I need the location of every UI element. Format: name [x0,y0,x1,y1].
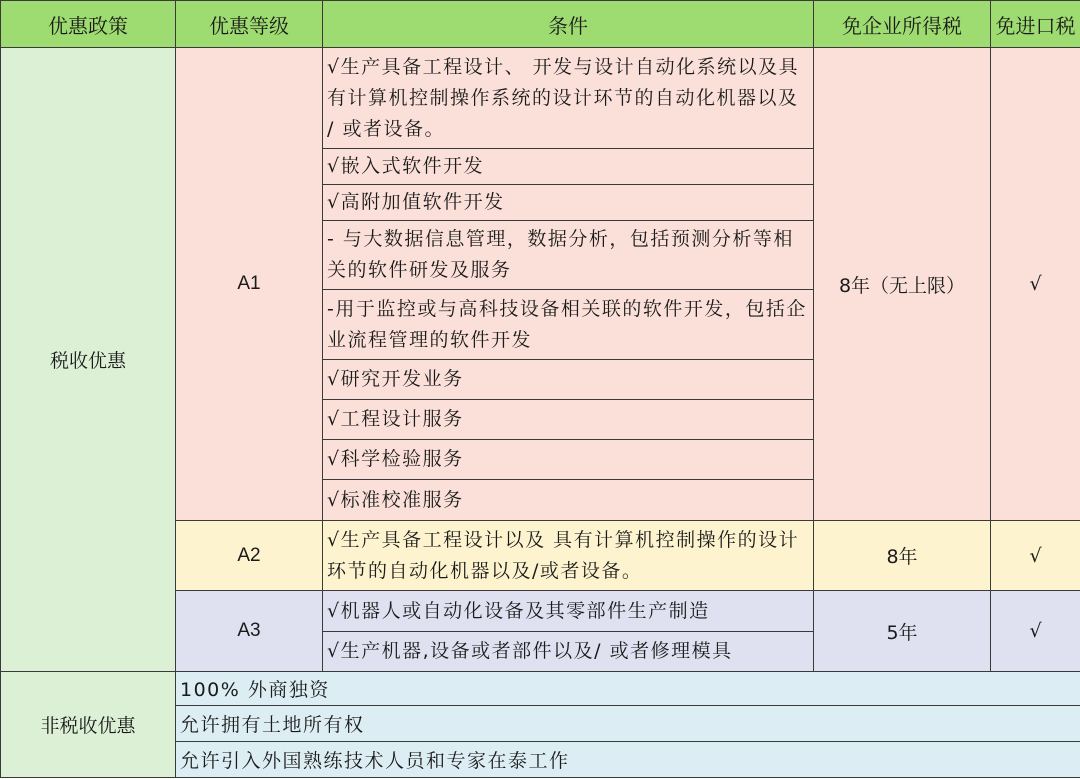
table-row [1,48,1080,149]
level-a1: A1 [176,48,323,521]
condition-a2-1: √生产具备工程设计以及 具有计算机控制操作的设计环节的自动化机器以及/或者设备。 [323,521,814,591]
header-row [1,1,1080,48]
condition-a1-9: √标准校准服务 [323,480,814,521]
condition-a1-6: √研究开发业务 [323,360,814,400]
condition-a1-3: √高附加值软件开发 [323,185,814,221]
import-tax-a2: √ [991,521,1080,591]
condition-a1-4: - 与大数据信息管理，数据分析，包括预测分析等相关的软件研发及服务 [323,221,814,290]
import-tax-a1: √ [991,48,1080,521]
condition-a1-7: √工程设计服务 [323,400,814,440]
income-tax-a2: 8年 [814,521,991,591]
table-row [1,672,1080,706]
header-policy: 优惠政策 [1,1,176,48]
condition-a3-2: √生产机器,设备或者部件以及/ 或者修理模具 [323,632,814,672]
condition-a1-1: √生产具备工程设计、 开发与设计自动化系统以及具有计算机控制操作系统的设计环节的自动化机器以及 / 或者设备。 [323,48,814,149]
header-condition: 条件 [323,1,814,48]
header-income-tax: 免企业所得税 [814,1,991,48]
non-tax-item-1: 100% 外商独资 [176,672,1080,706]
condition-a1-2: √嵌入式软件开发 [323,149,814,185]
non-tax-item-2: 允许拥有土地所有权 [176,706,1080,742]
condition-a1-5: -用于监控或与高科技设备相关联的软件开发，包括企业流程管理的软件开发 [323,290,814,360]
header-level: 优惠等级 [176,1,323,48]
non-tax-incentive-label: 非税收优惠 [1,672,176,778]
import-tax-a3: √ [991,591,1080,672]
level-a3: A3 [176,591,323,672]
income-tax-a3: 5年 [814,591,991,672]
income-tax-a1: 8年（无上限） [814,48,991,521]
tax-incentive-label: 税收优惠 [1,48,176,672]
level-a2: A2 [176,521,323,591]
condition-a3-1: √机器人或自动化设备及其零部件生产制造 [323,591,814,632]
condition-a1-8: √科学检验服务 [323,440,814,480]
header-import-tax: 免进口税 [991,1,1080,48]
non-tax-item-3: 允许引入外国熟练技术人员和专家在泰工作 [176,742,1080,778]
